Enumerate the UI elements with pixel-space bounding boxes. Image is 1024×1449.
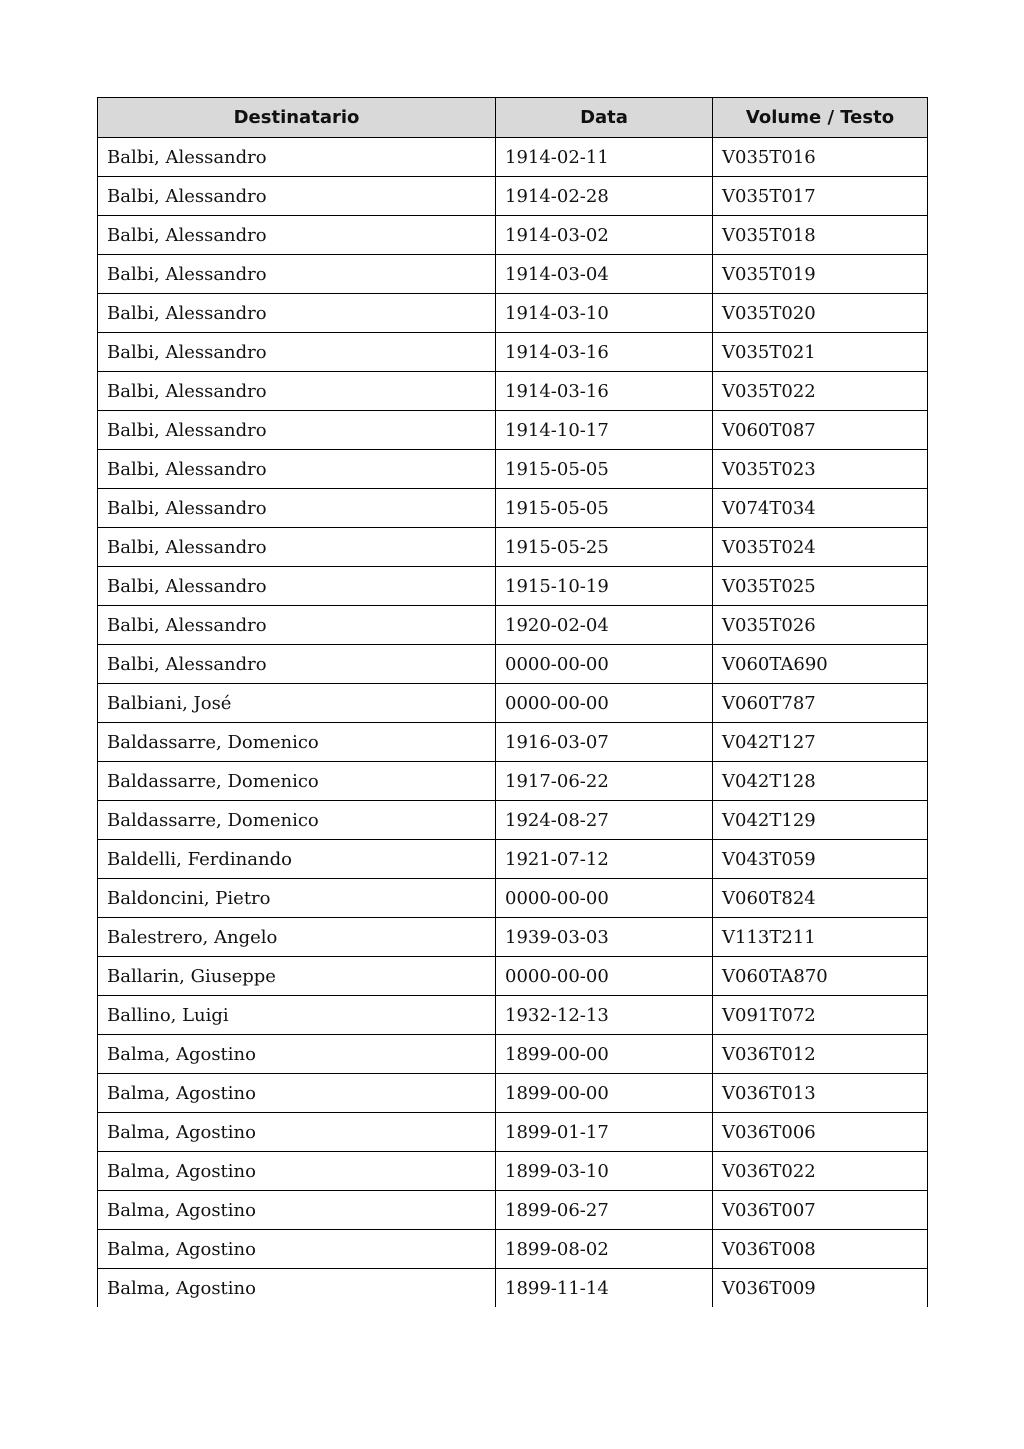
header-volume-testo: Volume / Testo (713, 98, 928, 138)
table-row (98, 723, 928, 762)
recipient-cell: Balma, Agostino (98, 1113, 496, 1152)
recipient-cell: Baldoncini, Pietro (98, 879, 496, 918)
volume-text-cell: V035T017 (713, 177, 928, 216)
recipient-cell: Balbi, Alessandro (98, 138, 496, 177)
volume-text-cell: V060TA690 (713, 645, 928, 684)
volume-text-cell: V036T007 (713, 1191, 928, 1230)
volume-text-cell: V042T127 (713, 723, 928, 762)
volume-text-cell: V035T025 (713, 567, 928, 606)
volume-text-cell: V042T129 (713, 801, 928, 840)
table-row (98, 138, 928, 177)
date-cell: 1914-03-16 (496, 333, 713, 372)
recipient-cell: Balma, Agostino (98, 1035, 496, 1074)
volume-text-cell: V036T022 (713, 1152, 928, 1191)
table-row (98, 684, 928, 723)
date-cell: 1899-01-17 (496, 1113, 713, 1152)
date-cell: 1939-03-03 (496, 918, 713, 957)
date-cell: 1915-05-25 (496, 528, 713, 567)
date-cell: 1899-00-00 (496, 1035, 713, 1074)
recipient-cell: Balbi, Alessandro (98, 372, 496, 411)
table-row (98, 1230, 928, 1269)
table-row (98, 489, 928, 528)
volume-text-cell: V074T034 (713, 489, 928, 528)
date-cell: 1899-08-02 (496, 1230, 713, 1269)
date-cell: 0000-00-00 (496, 879, 713, 918)
recipient-cell: Balbi, Alessandro (98, 606, 496, 645)
table-row (98, 528, 928, 567)
recipient-table (97, 97, 928, 1307)
table-row (98, 1269, 928, 1308)
date-cell: 0000-00-00 (496, 957, 713, 996)
volume-text-cell: V035T020 (713, 294, 928, 333)
table-row (98, 216, 928, 255)
recipient-cell: Balbi, Alessandro (98, 567, 496, 606)
volume-text-cell: V035T018 (713, 216, 928, 255)
table-row (98, 177, 928, 216)
date-cell: 1920-02-04 (496, 606, 713, 645)
table-body (98, 138, 928, 1308)
date-cell: 1899-06-27 (496, 1191, 713, 1230)
volume-text-cell: V036T013 (713, 1074, 928, 1113)
date-cell: 1915-05-05 (496, 489, 713, 528)
table-row (98, 645, 928, 684)
table-row (98, 1191, 928, 1230)
date-cell: 0000-00-00 (496, 684, 713, 723)
recipient-cell: Balma, Agostino (98, 1152, 496, 1191)
date-cell: 1914-03-02 (496, 216, 713, 255)
table-row (98, 606, 928, 645)
volume-text-cell: V091T072 (713, 996, 928, 1035)
date-cell: 1914-02-11 (496, 138, 713, 177)
table-row (98, 1152, 928, 1191)
date-cell: 1924-08-27 (496, 801, 713, 840)
recipient-cell: Baldassarre, Domenico (98, 762, 496, 801)
volume-text-cell: V036T009 (713, 1269, 928, 1308)
table-row (98, 333, 928, 372)
table-row (98, 957, 928, 996)
volume-text-cell: V060T787 (713, 684, 928, 723)
volume-text-cell: V042T128 (713, 762, 928, 801)
volume-text-cell: V035T016 (713, 138, 928, 177)
recipient-cell: Balbi, Alessandro (98, 528, 496, 567)
date-cell: 1921-07-12 (496, 840, 713, 879)
recipient-cell: Balbi, Alessandro (98, 333, 496, 372)
date-cell: 1916-03-07 (496, 723, 713, 762)
recipient-cell: Balbi, Alessandro (98, 450, 496, 489)
table-row (98, 411, 928, 450)
recipient-cell: Ballarin, Giuseppe (98, 957, 496, 996)
recipient-cell: Balma, Agostino (98, 1074, 496, 1113)
date-cell: 1914-02-28 (496, 177, 713, 216)
table-row (98, 1113, 928, 1152)
date-cell: 1899-11-14 (496, 1269, 713, 1308)
volume-text-cell: V036T012 (713, 1035, 928, 1074)
table-row (98, 294, 928, 333)
table-row (98, 879, 928, 918)
recipient-cell: Balbi, Alessandro (98, 255, 496, 294)
table-row (98, 1074, 928, 1113)
date-cell: 1914-03-10 (496, 294, 713, 333)
volume-text-cell: V035T019 (713, 255, 928, 294)
table-row (98, 840, 928, 879)
date-cell: 1899-00-00 (496, 1074, 713, 1113)
table-row (98, 372, 928, 411)
table-row (98, 567, 928, 606)
recipient-cell: Baldelli, Ferdinando (98, 840, 496, 879)
date-cell: 1914-03-04 (496, 255, 713, 294)
volume-text-cell: V035T021 (713, 333, 928, 372)
date-cell: 1932-12-13 (496, 996, 713, 1035)
recipient-cell: Ballino, Luigi (98, 996, 496, 1035)
recipient-cell: Balbi, Alessandro (98, 411, 496, 450)
date-cell: 1915-05-05 (496, 450, 713, 489)
header-row (98, 98, 928, 138)
table-row (98, 918, 928, 957)
volume-text-cell: V113T211 (713, 918, 928, 957)
volume-text-cell: V043T059 (713, 840, 928, 879)
volume-text-cell: V035T026 (713, 606, 928, 645)
recipient-cell: Balbi, Alessandro (98, 489, 496, 528)
volume-text-cell: V060T087 (713, 411, 928, 450)
volume-text-cell: V060T824 (713, 879, 928, 918)
date-cell: 0000-00-00 (496, 645, 713, 684)
volume-text-cell: V035T024 (713, 528, 928, 567)
date-cell: 1915-10-19 (496, 567, 713, 606)
table-header (98, 98, 928, 138)
table-row (98, 996, 928, 1035)
header-data: Data (496, 98, 713, 138)
volume-text-cell: V060TA870 (713, 957, 928, 996)
header-destinatario: Destinatario (98, 98, 496, 138)
table-row (98, 450, 928, 489)
volume-text-cell: V036T006 (713, 1113, 928, 1152)
recipient-cell: Balma, Agostino (98, 1230, 496, 1269)
recipient-cell: Balma, Agostino (98, 1191, 496, 1230)
table-row (98, 255, 928, 294)
recipient-cell: Balbi, Alessandro (98, 294, 496, 333)
recipient-cell: Balbi, Alessandro (98, 645, 496, 684)
volume-text-cell: V035T022 (713, 372, 928, 411)
date-cell: 1899-03-10 (496, 1152, 713, 1191)
volume-text-cell: V035T023 (713, 450, 928, 489)
recipient-cell: Baldassarre, Domenico (98, 801, 496, 840)
recipient-cell: Balbi, Alessandro (98, 177, 496, 216)
table-row (98, 801, 928, 840)
recipient-cell: Balbiani, José (98, 684, 496, 723)
table-row (98, 1035, 928, 1074)
table-row (98, 762, 928, 801)
date-cell: 1914-03-16 (496, 372, 713, 411)
recipient-cell: Balbi, Alessandro (98, 216, 496, 255)
recipient-cell: Balma, Agostino (98, 1269, 496, 1308)
recipient-cell: Balestrero, Angelo (98, 918, 496, 957)
date-cell: 1917-06-22 (496, 762, 713, 801)
volume-text-cell: V036T008 (713, 1230, 928, 1269)
recipient-cell: Baldassarre, Domenico (98, 723, 496, 762)
date-cell: 1914-10-17 (496, 411, 713, 450)
